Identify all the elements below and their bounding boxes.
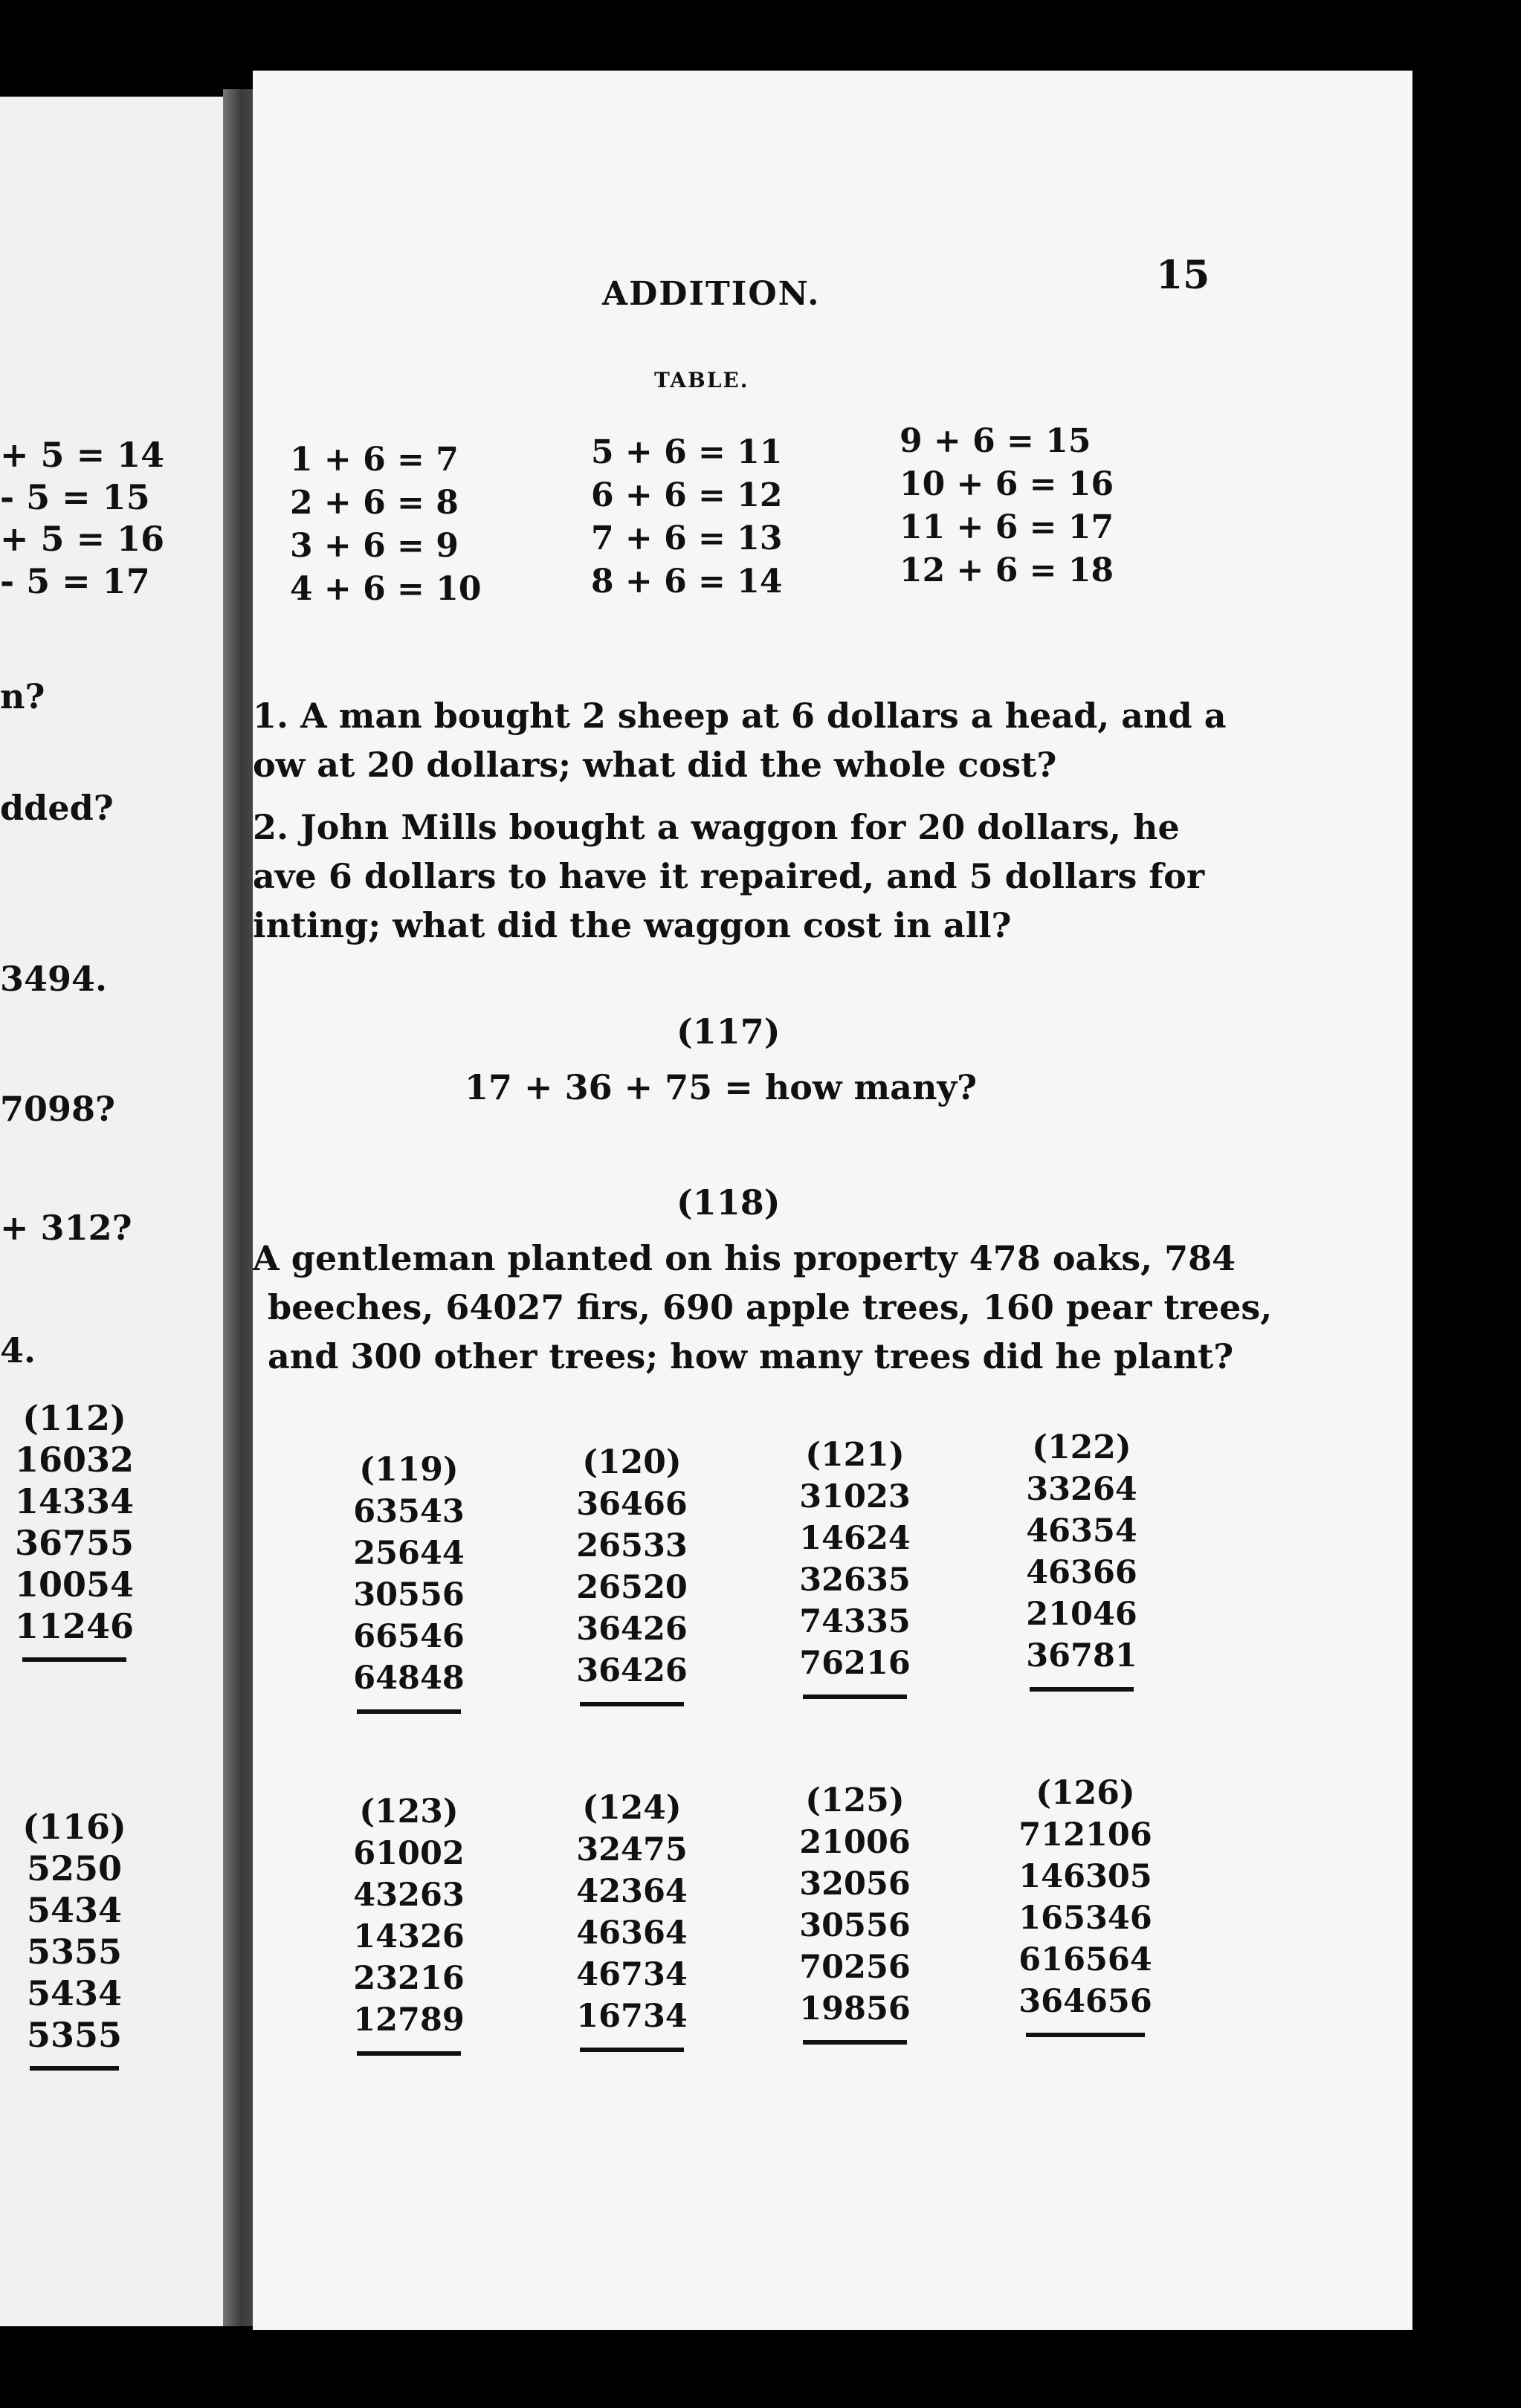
sum-value: 66546 bbox=[353, 1618, 465, 1655]
table-column bbox=[900, 420, 1114, 592]
sum-label: (123) bbox=[359, 1793, 459, 1831]
exercise-label-118: (118) bbox=[676, 1182, 781, 1223]
sum-value: 165346 bbox=[1018, 1900, 1152, 1937]
left-sum-112 bbox=[15, 1397, 134, 1662]
table-equation: 8 + 6 = 14 bbox=[591, 563, 783, 601]
sum-value: 14624 bbox=[799, 1520, 911, 1557]
sum-label: (121) bbox=[805, 1436, 905, 1474]
sum-value: 36426 bbox=[576, 1611, 688, 1648]
sum-label: (125) bbox=[805, 1781, 905, 1819]
sum-rule bbox=[22, 1657, 126, 1662]
exercise-118-text bbox=[253, 1234, 1272, 1381]
sum-value: 64848 bbox=[353, 1660, 465, 1697]
sum-value: 5434 bbox=[26, 1890, 123, 1930]
left-equation: + 5 = 16 bbox=[0, 519, 165, 559]
sum-value: 31023 bbox=[799, 1478, 911, 1515]
table-equation: 6 + 6 = 12 bbox=[591, 476, 783, 514]
sum-column-125 bbox=[781, 1780, 929, 2045]
sum-rule bbox=[1026, 2033, 1145, 2037]
problem-line: A gentleman planted on his property 478 oaks, 784 bbox=[253, 1238, 1236, 1278]
sum-value: 46366 bbox=[1026, 1554, 1137, 1591]
sum-value: 43263 bbox=[353, 1877, 465, 1914]
sum-value: 616564 bbox=[1018, 1941, 1152, 1978]
sum-value: 16032 bbox=[15, 1440, 135, 1480]
sum-value: 14334 bbox=[15, 1481, 135, 1521]
problem-1 bbox=[253, 691, 1227, 789]
sum-value: 30556 bbox=[799, 1907, 911, 1944]
left-equation: - 5 = 17 bbox=[0, 561, 150, 601]
left-page bbox=[0, 97, 245, 2326]
sum-value: 146305 bbox=[1018, 1858, 1152, 1895]
sum-rule bbox=[30, 2066, 119, 2071]
sum-value: 11246 bbox=[15, 1606, 135, 1646]
sum-rule bbox=[357, 2051, 461, 2056]
sum-column-120 bbox=[558, 1442, 706, 1706]
sum-value: 12789 bbox=[353, 2001, 465, 2039]
sum-value: 21046 bbox=[1026, 1596, 1137, 1633]
table-equation: 2 + 6 = 8 bbox=[290, 484, 459, 522]
sum-label: (120) bbox=[582, 1443, 682, 1481]
sum-value: 5355 bbox=[26, 1932, 123, 1972]
right-page bbox=[253, 71, 1412, 2330]
sum-value: 70256 bbox=[799, 1949, 911, 1986]
sum-value: 712106 bbox=[1018, 1816, 1152, 1854]
page-number: 15 bbox=[1156, 253, 1210, 298]
table-equation: 11 + 6 = 17 bbox=[900, 508, 1114, 546]
sum-value: 23216 bbox=[353, 1960, 465, 1997]
problem-line: 2. John Mills bought a waggon for 20 dollars, he bbox=[253, 807, 1180, 847]
sum-rule bbox=[580, 1702, 684, 1706]
sum-value: 25644 bbox=[353, 1535, 465, 1572]
sum-value: 46354 bbox=[1026, 1512, 1137, 1550]
sum-label: (112) bbox=[22, 1398, 126, 1438]
sum-value: 10054 bbox=[15, 1564, 135, 1605]
sum-value: 36755 bbox=[15, 1523, 135, 1563]
left-fragment: + 312? bbox=[0, 1208, 132, 1248]
sum-column-124 bbox=[558, 1787, 706, 2052]
sum-label: (122) bbox=[1032, 1428, 1131, 1466]
sum-value: 42364 bbox=[576, 1873, 688, 1910]
sum-value: 33264 bbox=[1026, 1471, 1137, 1508]
sum-value: 74335 bbox=[799, 1603, 911, 1640]
sum-column-123 bbox=[335, 1791, 483, 2056]
sum-rule bbox=[803, 1695, 907, 1699]
left-fragment: n? bbox=[0, 676, 45, 716]
table-column bbox=[290, 438, 481, 611]
sum-rule bbox=[580, 2048, 684, 2052]
problem-2 bbox=[253, 803, 1204, 950]
problem-line: inting; what did the waggon cost in all? bbox=[253, 905, 1012, 945]
sum-value: 14326 bbox=[353, 1918, 465, 1955]
left-fragment: 7098? bbox=[0, 1089, 115, 1129]
sum-value: 364656 bbox=[1018, 1983, 1152, 2020]
table-equation: 12 + 6 = 18 bbox=[900, 551, 1114, 589]
sum-label: (124) bbox=[582, 1789, 682, 1827]
problem-line: ave 6 dollars to have it repaired, and 5 dollars for bbox=[253, 856, 1205, 896]
problem-line: ow at 20 dollars; what did the whole cost? bbox=[253, 745, 1057, 785]
sum-value: 32475 bbox=[576, 1831, 688, 1868]
table-equation: 7 + 6 = 13 bbox=[591, 520, 783, 557]
exercise-117-text: 17 + 36 + 75 = how many? bbox=[465, 1067, 978, 1107]
sum-label: (126) bbox=[1036, 1774, 1135, 1812]
problem-line: 1. A man bought 2 sheep at 6 dollars a head, and a bbox=[253, 696, 1227, 736]
sum-value: 76216 bbox=[799, 1645, 911, 1682]
sum-value: 46364 bbox=[576, 1915, 688, 1952]
table-equation: 9 + 6 = 15 bbox=[900, 422, 1091, 460]
sum-label: (119) bbox=[359, 1451, 459, 1489]
sum-rule bbox=[357, 1709, 461, 1714]
sum-value: 5355 bbox=[26, 2015, 123, 2055]
sum-value: 46734 bbox=[576, 1956, 688, 1993]
table-equation: 3 + 6 = 9 bbox=[290, 527, 459, 565]
sum-value: 32635 bbox=[799, 1561, 911, 1599]
page-title: ADDITION. bbox=[602, 275, 821, 313]
problem-line: beeches, 64027 firs, 690 apple trees, 160 pear trees, bbox=[268, 1287, 1273, 1327]
sum-value: 36781 bbox=[1026, 1637, 1137, 1674]
sum-value: 36466 bbox=[576, 1486, 688, 1523]
sum-column-122 bbox=[1007, 1427, 1156, 1692]
table-equation: 1 + 6 = 7 bbox=[290, 441, 459, 479]
sum-value: 32056 bbox=[799, 1865, 911, 1903]
sum-value: 16734 bbox=[576, 1998, 688, 2035]
left-fragment: 3494. bbox=[0, 959, 108, 999]
left-fragment: 4. bbox=[0, 1330, 36, 1370]
sum-value: 21006 bbox=[799, 1824, 911, 1861]
table-equation: 4 + 6 = 10 bbox=[290, 570, 482, 608]
sum-value: 5250 bbox=[26, 1848, 123, 1888]
sum-rule bbox=[803, 2040, 907, 2045]
problem-line: and 300 other trees; how many trees did he plant? bbox=[268, 1336, 1234, 1376]
table-column bbox=[591, 431, 782, 603]
sum-value: 5434 bbox=[26, 1973, 123, 2013]
sum-column-119 bbox=[335, 1449, 483, 1714]
sum-value: 26533 bbox=[576, 1527, 688, 1564]
left-equation: - 5 = 15 bbox=[0, 477, 150, 517]
sum-column-121 bbox=[781, 1434, 929, 1699]
table-equation: 5 + 6 = 11 bbox=[591, 433, 783, 471]
sum-value: 61002 bbox=[353, 1835, 465, 1872]
left-equation: + 5 = 14 bbox=[0, 435, 165, 475]
sum-value: 30556 bbox=[353, 1576, 465, 1614]
left-fragment: dded? bbox=[0, 788, 114, 828]
sum-value: 19856 bbox=[799, 1990, 911, 2027]
sum-rule bbox=[1030, 1687, 1134, 1692]
sum-value: 26520 bbox=[576, 1569, 688, 1606]
left-sum-116 bbox=[15, 1806, 134, 2071]
table-title: TABLE. bbox=[654, 368, 749, 392]
sum-label: (116) bbox=[22, 1807, 126, 1847]
sum-value: 36426 bbox=[576, 1652, 688, 1689]
sum-value: 63543 bbox=[353, 1493, 465, 1530]
exercise-label-117: (117) bbox=[676, 1012, 781, 1052]
table-equation: 10 + 6 = 16 bbox=[900, 465, 1114, 503]
sum-column-126 bbox=[1004, 1773, 1167, 2037]
